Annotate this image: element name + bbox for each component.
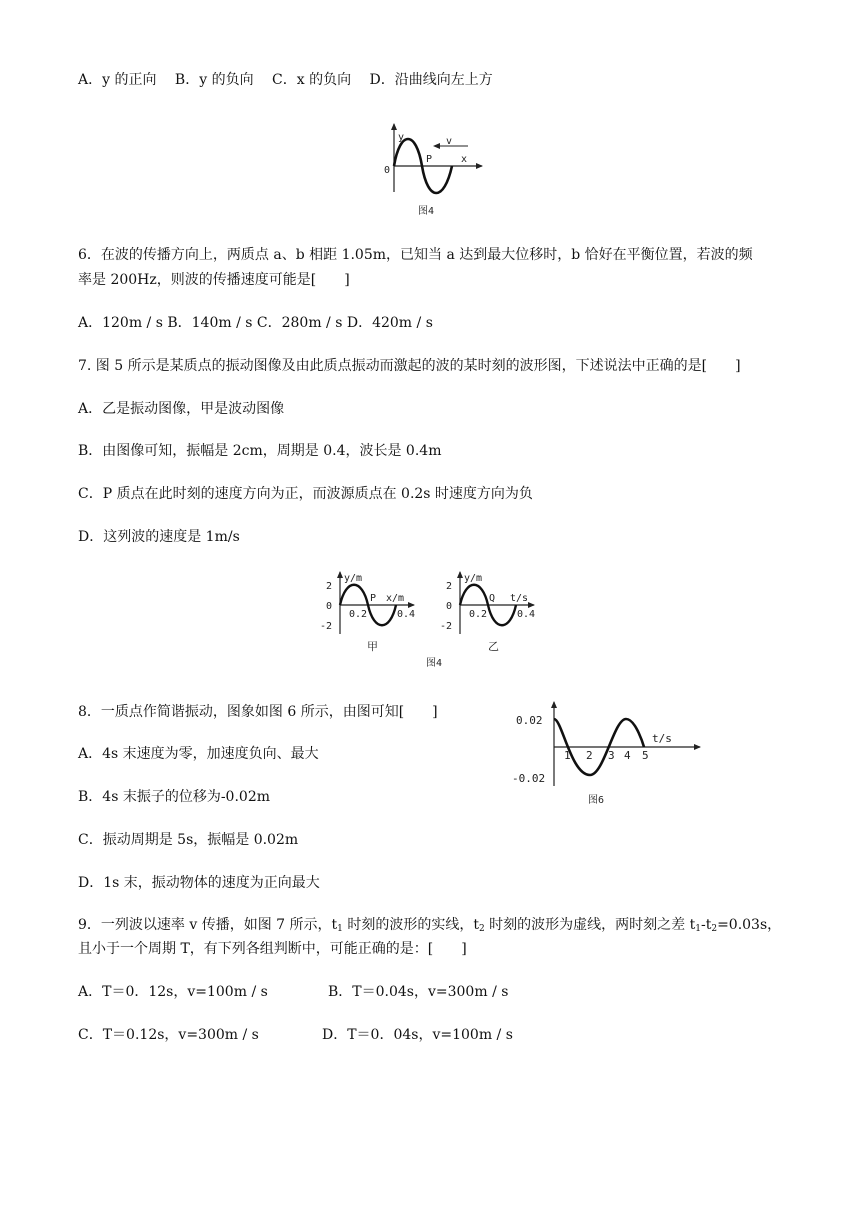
fig6-tick-1: 1	[564, 749, 571, 762]
fig4b-caption: 图4	[426, 658, 443, 669]
fig4a-y-label: y	[398, 132, 405, 143]
q5-options: A．y 的正向 B．y 的负向 C．x 的负向 D．沿曲线向左上方	[78, 72, 493, 88]
jia-x-label: x/m	[386, 593, 405, 604]
fig6-tick-3: 3	[608, 749, 615, 762]
q9-text-a: 9．一列波以速率 v 传播，如图 7 所示，t	[78, 917, 338, 933]
jia-point-p: P	[370, 593, 377, 604]
yi-zero: 0	[446, 601, 453, 612]
fig6-tick-4: 4	[624, 749, 631, 762]
yi-ymin: -2	[440, 621, 453, 632]
q9-text-b: 时刻的波形的实线，t	[342, 917, 479, 933]
fig4a-origin: 0	[384, 165, 391, 176]
q8-option-c: C．振动周期是 5s，振幅是 0.02m	[78, 832, 299, 848]
q9-text-e: =0.03s，	[717, 917, 782, 933]
q6-stem-line1: 6．在波的传播方向上，两质点 a、b 相距 1.05m，已知当 a 达到最大位移时，b 恰好在平衡位置，若波的频	[78, 247, 753, 263]
q9-sub-1: 1	[337, 924, 343, 934]
q7-option-a: A．乙是振动图像，甲是波动图像	[78, 401, 285, 417]
yi-name: 乙	[488, 640, 499, 653]
jia-zero: 0	[326, 601, 333, 612]
fig6-ymin: -0.02	[512, 772, 546, 785]
q9-stem-line1	[78, 915, 781, 939]
jia-ymax: 2	[326, 581, 333, 592]
q9-option-a: A．T＝0．12s，v=100m / s	[78, 984, 268, 1000]
fig4a-point-p: P	[426, 154, 433, 165]
q6-options: A．120m / s B．140m / s C．280m / s D．420m / s	[78, 315, 433, 331]
q6-stem-line2: 率是 200Hz，则波的传播速度可能是[ ]	[78, 272, 350, 288]
q8-option-d: D．1s 末，振动物体的速度为正向最大	[78, 875, 320, 891]
fig6-tick-2: 2	[586, 749, 593, 762]
q7-option-c: C．P 质点在此时刻的速度方向为正，而波源质点在 0.2s 时速度方向为负	[78, 486, 533, 502]
q7-option-d: D．这列波的速度是 1m/s	[78, 529, 240, 545]
fig4a-v-label: v	[446, 136, 453, 147]
q9-option-b: B．T＝0.04s，v=300m / s	[328, 984, 509, 1000]
q8-option-b: B．4s 末振子的位移为-0.02m	[78, 789, 271, 805]
q9-text-c: 时刻的波形为虚线，两时刻之差 t	[484, 917, 696, 933]
graph-yi	[440, 571, 535, 653]
jia-tick-04: 0.4	[397, 609, 416, 620]
figure-6-oscillation	[506, 700, 706, 812]
yi-point-q: Q	[489, 593, 496, 604]
q9-stem-line2: 且小于一个周期 T，有下列各组判断中，可能正确的是：[ ]	[78, 941, 467, 957]
fig6-caption: 图6	[588, 795, 605, 806]
q7-stem: 7. 图 5 所示是某质点的振动图像及由此质点振动而激起的波的某时刻的波形图，下述说法中正确的是[ ]	[78, 358, 741, 374]
yi-tick-02: 0.2	[469, 609, 488, 620]
q9-option-d: D．T＝0．04s，v=100m / s	[322, 1027, 513, 1043]
q7-option-b: B．由图像可知，振幅是 2cm，周期是 0.4，波长是 0.4m	[78, 443, 442, 459]
fig6-x-label: t/s	[652, 732, 672, 745]
yi-ymax: 2	[446, 581, 453, 592]
jia-ymin: -2	[320, 621, 333, 632]
q8-option-a: A．4s 末速度为零，加速度负向、最大	[78, 746, 319, 762]
q9-sub-3: 1	[695, 924, 701, 934]
yi-y-label: y/m	[464, 573, 483, 584]
q8-stem: 8．一质点作简谐振动，图象如图 6 所示，由图可知[ ]	[78, 704, 438, 720]
fig4a-x-label: x	[461, 154, 468, 165]
figure-4-pair	[312, 568, 552, 673]
yi-x-label: t/s	[510, 593, 529, 604]
fig6-ymax: 0.02	[516, 714, 543, 727]
q9-option-c: C．T＝0.12s，v=300m / s	[78, 1027, 259, 1043]
jia-y-label: y/m	[344, 573, 363, 584]
fig6-tick-5: 5	[642, 749, 649, 762]
q9-sub-4: 2	[711, 924, 718, 934]
fig4a-caption: 图4	[418, 206, 435, 217]
q9-sub-2: 2	[478, 924, 485, 934]
figure-4-wave	[380, 122, 490, 222]
graph-jia	[320, 571, 415, 653]
jia-tick-02: 0.2	[349, 609, 368, 620]
yi-tick-04: 0.4	[517, 609, 536, 620]
jia-name: 甲	[367, 640, 378, 653]
q9-text-d: -t	[700, 917, 712, 933]
